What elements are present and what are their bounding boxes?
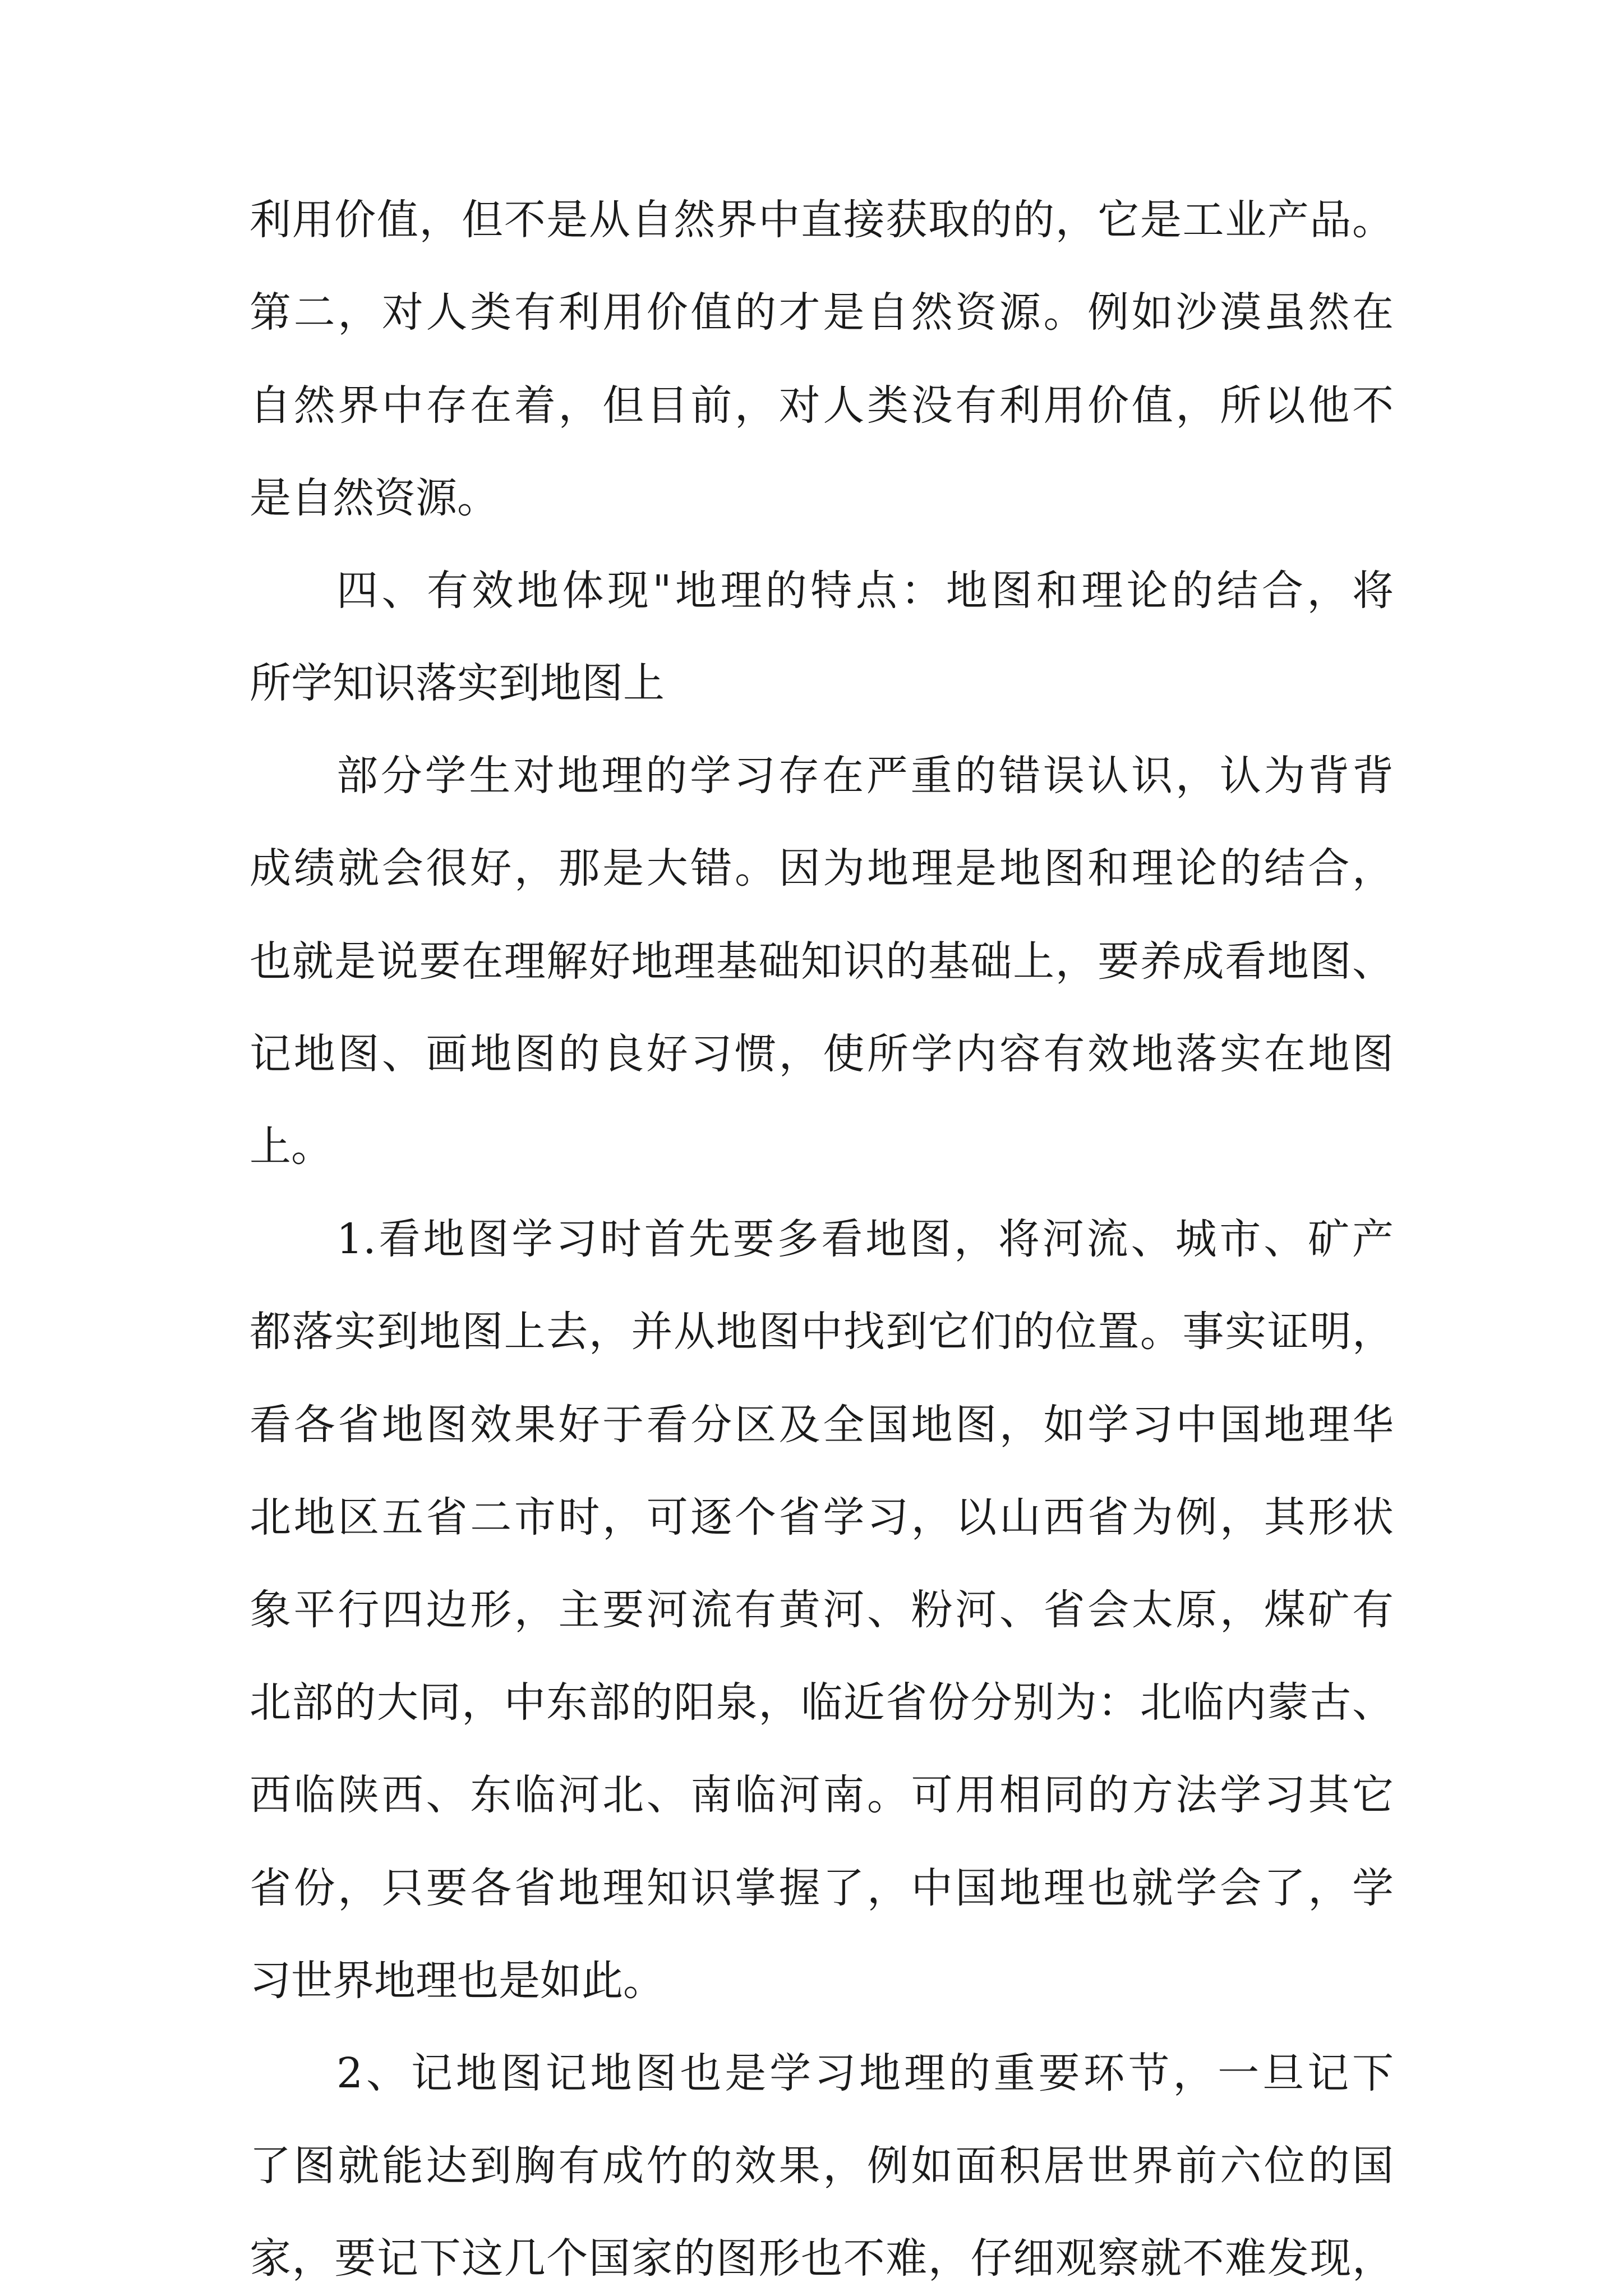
body-text-line: 上。 (250, 1122, 333, 1171)
body-text-line: 部分学生对地理的学习存在严重的错误认识，认为背背 (336, 752, 1394, 800)
body-text-line: 是自然资源。 (250, 474, 499, 522)
section-heading-line: 所学知识落实到地图上 (250, 659, 665, 707)
body-text-line: 北地区五省二市时，可逐个省学习，以山西省为例，其形状 (250, 1493, 1394, 1542)
body-text-line: 成绩就会很好，那是大错。因为地理是地图和理论的结合， (250, 844, 1394, 892)
body-text-line: 第二，对人类有利用价值的才是自然资源。例如沙漠虽然在 (250, 288, 1394, 337)
body-text-line: 了图就能达到胸有成竹的效果，例如面积居世界前六位的国 (250, 2142, 1394, 2190)
body-text-line: 都落实到地图上去，并从地图中找到它们的位置。事实证明， (250, 1308, 1394, 1356)
body-text-line: 自然界中存在着，但目前，对人类没有利用价值，所以他不 (250, 381, 1394, 430)
section-heading-line: 四、有效地体现"地理的特点：地图和理论的结合，将 (336, 567, 1394, 615)
body-text-line: 看各省地图效果好于看分区及全国地图，如学习中国地理华 (250, 1401, 1394, 1449)
body-text-line: 象平行四边形，主要河流有黄河、粉河、省会太原，煤矿有 (250, 1586, 1394, 1634)
body-text-line: 2、记地图记地图也是学习地理的重要环节，一旦记下 (336, 2049, 1394, 2097)
body-text-line: 习世界地理也是如此。 (250, 1957, 665, 2005)
body-text-line: 省份，只要各省地理知识掌握了，中国地理也就学会了，学 (250, 1864, 1394, 1912)
body-text-line: 也就是说要在理解好地理基础知识的基础上，要养成看地图、 (250, 937, 1394, 986)
body-text-line: 利用价值，但不是从自然界中直接获取的的，它是工业产品。 (250, 196, 1394, 244)
body-text-line: 1.看地图学习时首先要多看地图，将河流、城市、矿产 (336, 1215, 1394, 1263)
body-text-line: 北部的大同，中东部的阳泉，临近省份分别为：北临内蒙古、 (250, 1678, 1394, 1727)
body-text-line: 家，要记下这几个国家的图形也不难，仔细观察就不难发现， (250, 2234, 1394, 2283)
body-text-line: 记地图、画地图的良好习惯，使所学内容有效地落实在地图 (250, 1030, 1394, 1078)
body-text-line: 西临陕西、东临河北、南临河南。可用相同的方法学习其它 (250, 1771, 1394, 1819)
